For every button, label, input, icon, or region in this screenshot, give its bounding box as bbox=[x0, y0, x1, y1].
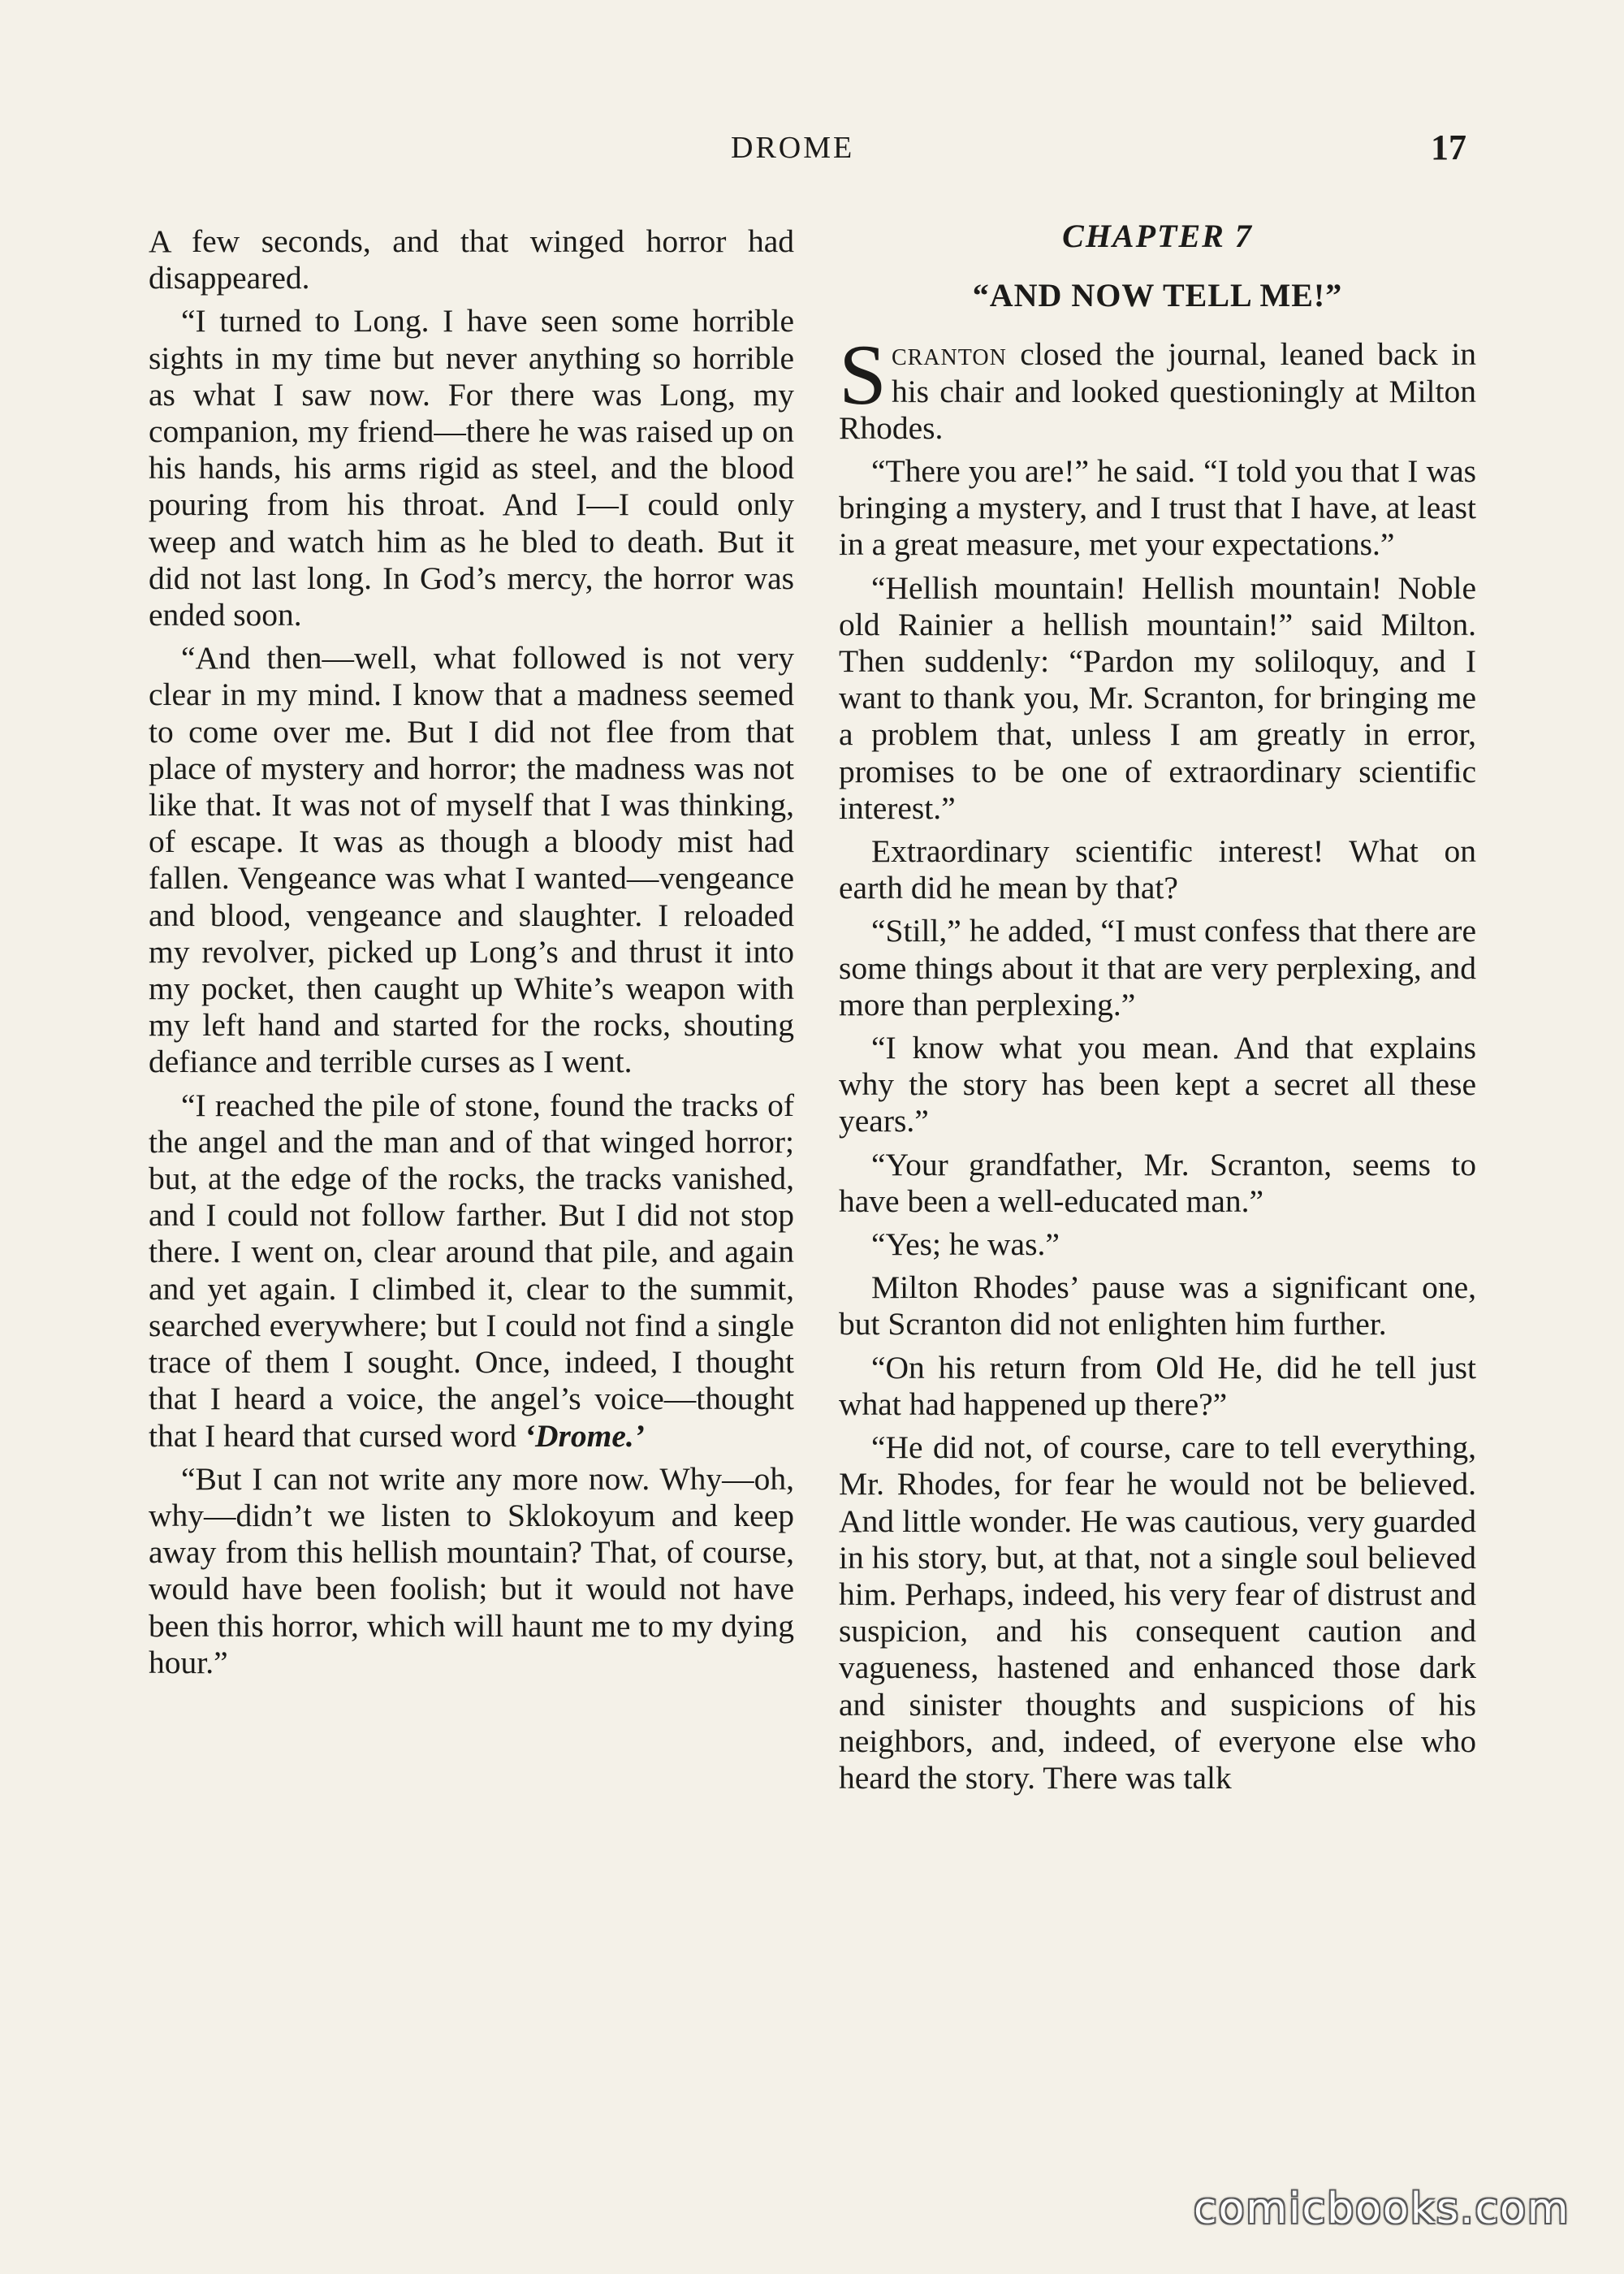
paragraph: “And then—well, what followed is not very clear in my mind. I know that a madness seemed to come over me. But I did not flee from that place of mystery and horror; the madness was not like that. It was not of myself that I was thinking, of escape. It was as though a bloody mist had fallen. Vengeance was what I wanted—vengeance and blood, vengeance and slaughter. I reloaded my revolver, picked up Long’s and thrust it into my pocket, then caught up White’s weapon with my left hand and started for the rocks, shouting defiance and terrible curses as I went. bbox=[149, 640, 794, 1080]
page-number: 17 bbox=[1431, 128, 1466, 167]
site-watermark: comicbooks.com bbox=[1194, 2185, 1570, 2233]
paragraph: “Your grandfather, Mr. Scranton, seems to have been a well-educated man.” bbox=[839, 1146, 1476, 1219]
right-column bbox=[839, 218, 1476, 1803]
paragraph: “I turned to Long. I have seen some horrible sights in my time but never anything so horrible as what I saw now. For there was Long, my companion, my friend—there he was raised up on his hands, his arms rigid as steel, and the blood pouring from his throat. And I—I could only weep and watch him as he bled to death. But it did not last long. In God’s mercy, the horror was ended soon. bbox=[149, 303, 794, 633]
opening-text: closed the journal, leaned back in his chair and looked questioningly at Milton Rhodes. bbox=[839, 336, 1476, 446]
paragraph: “Yes; he was.” bbox=[871, 1226, 1060, 1263]
paragraph: A few seconds, and that winged horror had disappeared. bbox=[149, 223, 794, 296]
left-column bbox=[149, 223, 794, 1688]
paragraph: “Hellish mountain! Hellish mountain! Noble old Rainier a hellish mountain!” said Milton. Then suddenly: “Pardon my soliloquy, and I want to thank you, Mr. Scranton, for bringing me a problem that, unless I am greatly in error, promises to be one of extraordinary scientific interest.” bbox=[839, 569, 1476, 826]
paragraph: “On his return from Old He, did he tell just what had happened up there?” bbox=[839, 1349, 1476, 1422]
paragraph: Extraordinary scientific interest! What on earth did he mean by that? bbox=[839, 833, 1476, 906]
running-title: DROME bbox=[731, 131, 855, 165]
paragraph-text: “I reached the pile of stone, found the tracks of the angel and the man and of that winged horror; but, at the edge of the rocks, the tracks vanished, and I could not follow farther. But I did not stop there. I went on, clear around that pile, and again and yet again. I climbed it, clear to the summit, searched everywhere; but I could not find a single trace of them I sought. Once, indeed, I thought that I heard a voice, the angel’s voice—thought that I heard that cursed word bbox=[149, 1087, 794, 1454]
paragraph: “I know what you mean. And that explains why the story has been kept a secret all these years.” bbox=[839, 1030, 1476, 1139]
paragraph: “Still,” he added, “I must confess that there are some things about it that are very perplexing, and more than perplexing.” bbox=[839, 913, 1476, 1022]
emphasis-word: ‘Drome.’ bbox=[524, 1417, 645, 1454]
chapter-title: “AND NOW TELL ME!” bbox=[972, 277, 1343, 314]
opening-smallcaps: cranton bbox=[891, 336, 1007, 373]
paragraph: “There you are!” he said. “I told you that I was bringing a mystery, and I trust that I have, at least in a great measure, met your expectations.” bbox=[839, 453, 1476, 563]
paragraph: Milton Rhodes’ pause was a significant one, but Scranton did not enlighten him further. bbox=[839, 1269, 1476, 1342]
running-header bbox=[0, 130, 1624, 179]
paragraph: “He did not, of course, care to tell everything, Mr. Rhodes, for fear he would not be believed. And little wonder. He was cautious, very guarded in his story, but, at that, not a single soul believed him. Perhaps, indeed, his very fear of distrust and suspicion, and his consequent caution and vagueness, hastened and enhanced those dark and sinister thoughts and suspicions of his neighbors, and, indeed, of everyone else who heard the story. There was talk bbox=[839, 1429, 1476, 1796]
opening-paragraph bbox=[839, 327, 1476, 447]
drop-cap: S bbox=[839, 327, 887, 423]
paragraph: “But I can not write any more now. Why—oh, why—didn’t we listen to Sklokoyum and keep away from this hellish mountain? That, of course, would have been foolish; but it would not have been this horror, which will haunt me to my dying hour.” bbox=[149, 1460, 794, 1680]
chapter-number: CHAPTER 7 bbox=[1062, 218, 1253, 254]
paragraph bbox=[149, 1087, 794, 1455]
